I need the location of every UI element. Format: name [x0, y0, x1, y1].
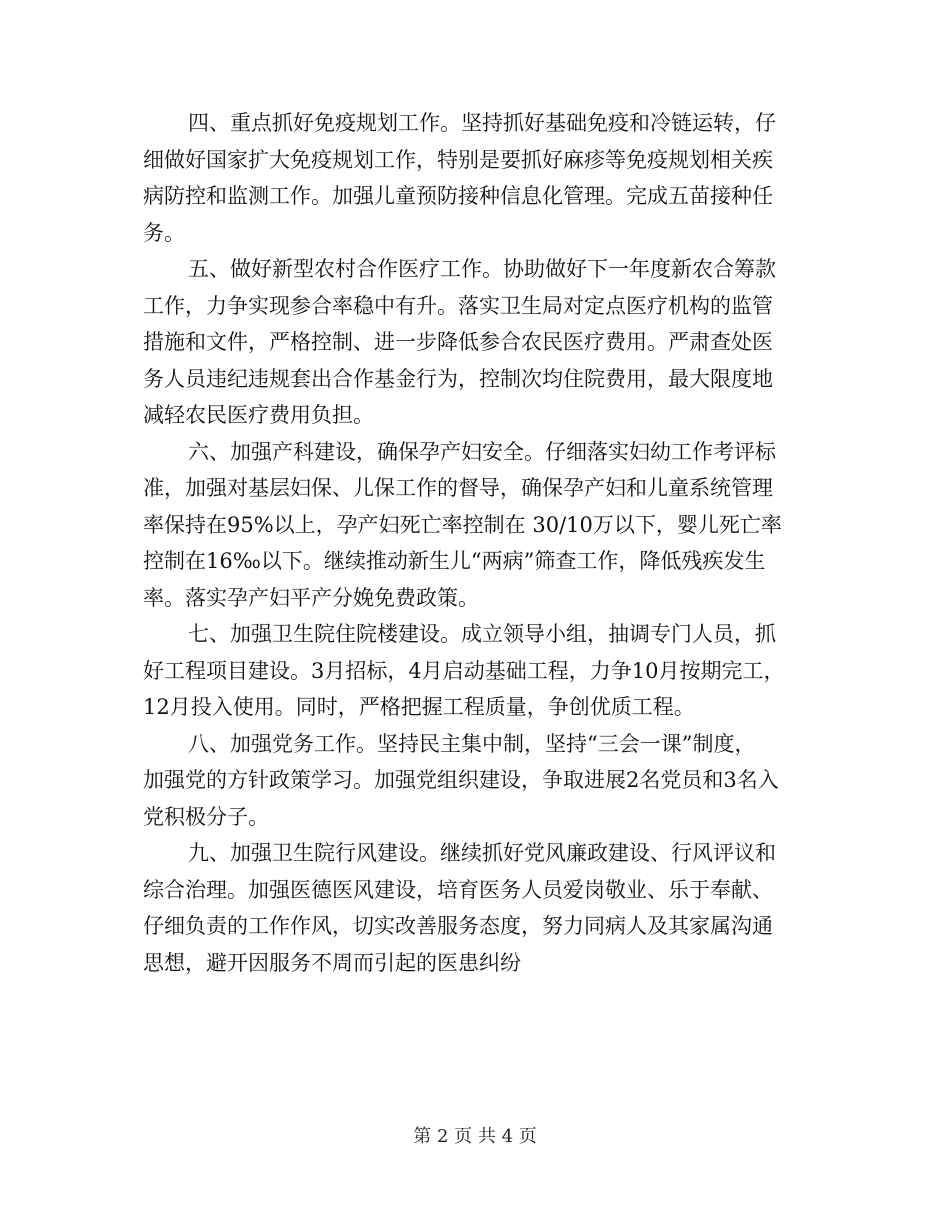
paragraph-line: 加强党的方针政策学习。加强党组织建设，争取进展2名党员和3名入 — [143, 768, 779, 792]
paragraph-line: 措施和文件，严格控制、进一步降低参合农民医疗费用。严肃查处医 — [143, 330, 773, 354]
paragraph-line: 仔细负责的工作作风，切实改善服务态度，努力同病人及其家属沟通 — [143, 914, 773, 938]
paragraph-rural-medical — [143, 251, 803, 434]
paragraph-line: 思想，避开因服务不周而引起的医患纠纷 — [143, 950, 521, 975]
paragraph-immunization — [143, 105, 803, 251]
paragraph-line: 五、做好新型农村合作医疗工作。协助做好下一年度新农合筹款 — [188, 257, 776, 281]
paragraph-line: 七、加强卫生院住院楼建设。成立领导小组，抽调专门人员，抓 — [188, 622, 776, 646]
page-number-footer: 第 2 页 共 4 页 — [413, 1126, 537, 1147]
paragraph-line: 九、加强卫生院行风建设。继续抓好党风廉政建设、行风评议和 — [188, 841, 776, 865]
paragraph-line: 综合治理。加强医德医风建设，培育医务人员爱岗敬业、乐于奉献、 — [143, 877, 773, 902]
paragraph-line: 六、加强产科建设，确保孕产妇安全。仔细落实妇幼工作考评标 — [188, 439, 776, 464]
paragraph-line: 率。落实孕产妇平产分娩免费政策。 — [143, 585, 479, 610]
paragraph-line: 病防控和监测工作。加强儿童预防接种信息化管理。完成五苗接种任 — [143, 184, 773, 208]
paragraph-line: 12月投入使用。同时，严格把握工程质量，争创优质工程。 — [143, 695, 695, 719]
paragraph-line: 率保持在95%以上，孕产妇死亡率控制在 30/10万以下，婴儿死亡率 — [143, 512, 782, 537]
paragraph-conduct — [143, 835, 803, 981]
paragraph-inpatient-building — [143, 616, 803, 726]
paragraph-line: 党积极分子。 — [143, 804, 269, 829]
paragraph-line: 工作，力争实现参合率稳中有升。落实卫生局对定点医疗机构的监管 — [143, 293, 773, 318]
paragraph-line: 务人员违纪违规套出合作基金行为，控制次均住院费用，最大限度地 — [143, 366, 773, 391]
paragraph-line: 八、加强党务工作。坚持民主集中制，坚持“三会一课”制度， — [188, 731, 756, 756]
paragraph-party-affairs — [143, 726, 803, 836]
paragraph-line: 务。 — [143, 220, 185, 245]
paragraph-line: 细做好国家扩大免疫规划工作，特别是要抓好麻疹等免疫规划相关疾 — [143, 147, 773, 172]
paragraph-line: 好工程项目建设。3月招标，4月启动基础工程，力争10月按期完工， — [143, 658, 785, 683]
document-body — [143, 105, 803, 981]
paragraph-line: 四、重点抓好免疫规划工作。坚持抓好基础免疫和冷链运转，仔 — [188, 111, 776, 135]
paragraph-obstetrics — [143, 434, 803, 617]
paragraph-line: 减轻农民医疗费用负担。 — [143, 403, 374, 427]
paragraph-line: 控制在16‰以下。继续推动新生儿“两病”筛查工作，降低残疾发生 — [143, 549, 766, 573]
paragraph-line: 准，加强对基层妇保、儿保工作的督导，确保孕产妇和儿童系统管理 — [143, 476, 773, 500]
